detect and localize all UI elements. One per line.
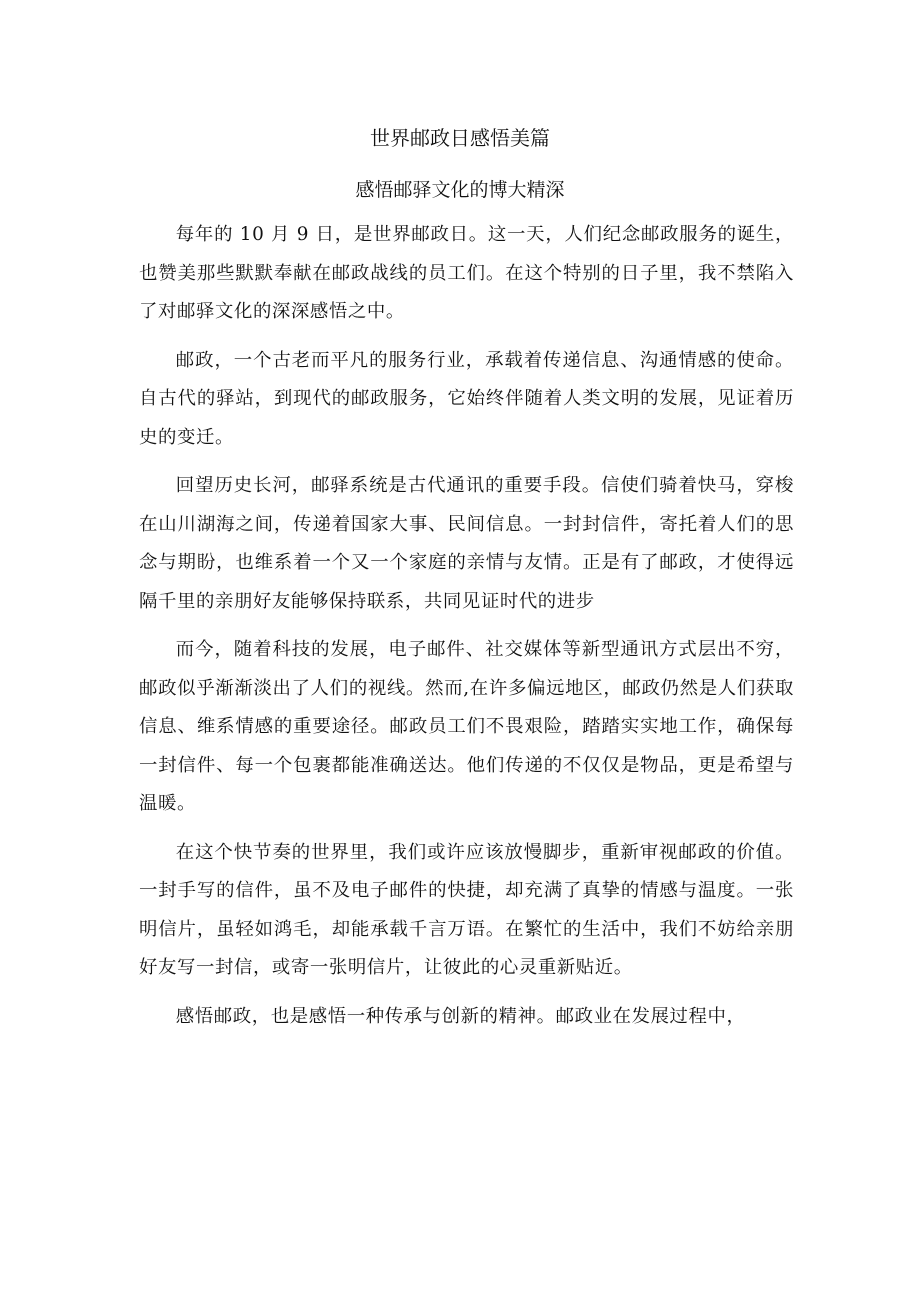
paragraph-3: 回望历史长河，邮驿系统是古代通讯的重要手段。信使们骑着快马，穿梭在山川湖海之间，传递着国家大事、民间信息。一封封信件，寄托着人们的思念与期盼，也维系着一个又一个家庭的亲情与友情。正是有了邮政，才使得远隔千里的亲朋好友能够保持联系，共同见证时代的进步 (139, 475, 794, 612)
paragraph-4: 而今，随着科技的发展，电子邮件、社交媒体等新型通讯方式层出不穷，邮政似乎渐渐淡出了人们的视线。然而,在许多偏远地区，邮政仍然是人们获取信息、维系情感的重要途径。邮政员工们不畏艰险，踏踏实实地工作，确保每一封信件、每一个包裹都能准确送达。他们传递的不仅仅是物品，更是希望与温暖。 (139, 639, 794, 814)
paragraph-2: 邮政，一个古老而平凡的服务行业，承载着传递信息、沟通情感的使命。自古代的驿站，到现代的邮政服务，它始终伴随着人类文明的发展，见证着历史的变迁。 (139, 349, 794, 448)
page-title: 世界邮政日感悟美篇 (370, 126, 550, 150)
article-body (139, 216, 794, 1046)
page-subtitle: 感悟邮驿文化的博大精深 (355, 179, 565, 201)
paragraph-6: 感悟邮政，也是感悟一种传承与创新的精神。邮政业在发展过程中， (175, 1005, 746, 1027)
paragraph-1: 每年的 10 月 9 日，是世界邮政日。这一天，人们纪念邮政服务的诞生，也赞美那些默默奉献在邮政战线的员工们。在这个特别的日子里，我不禁陷入了对邮驿文化的深深感悟之中。 (139, 224, 794, 322)
paragraph-5: 在这个快节奏的世界里，我们或许应该放慢脚步，重新审视邮政的价值。一封手写的信件，虽不及电子邮件的快捷，却充满了真挚的情感与温度。一张明信片，虽轻如鸿毛，却能承载千言万语。在繁忙的生活中，我们不妨给亲朋好友写一封信，或寄一张明信片，让彼此的心灵重新贴近。 (139, 841, 794, 978)
